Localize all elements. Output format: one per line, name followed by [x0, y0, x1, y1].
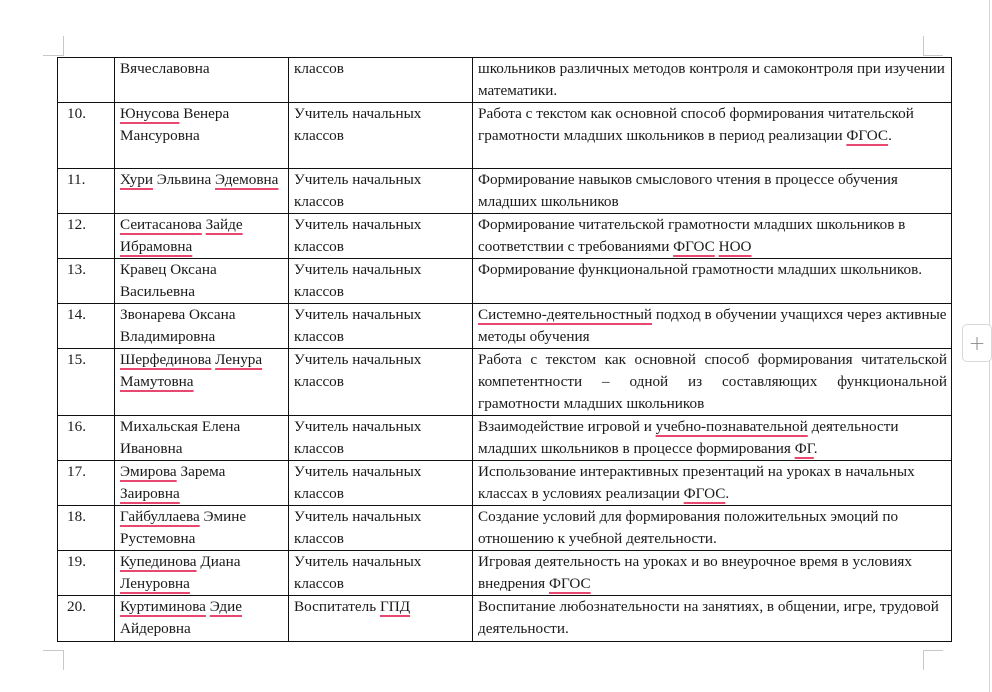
- cell-text: Воспитатель: [294, 598, 380, 615]
- cell-text: .: [813, 440, 818, 457]
- spellcheck-flagged-word: Юнусова: [120, 105, 180, 122]
- spellcheck-flagged-word: ФГОС: [683, 485, 726, 502]
- cell-text: Использование интерактивных презентаций на уроках в начальных классах в условиях реализации: [478, 463, 915, 502]
- cell-position[interactable]: [289, 259, 473, 304]
- cell-position[interactable]: [289, 461, 473, 506]
- spellcheck-flagged-word: Хури: [120, 171, 153, 188]
- cell-position[interactable]: [289, 551, 473, 596]
- cell-number[interactable]: [58, 58, 115, 103]
- cell-text: Игровая деятельность на уроках и во внеурочное время в условиях внедрения: [478, 553, 912, 592]
- cell-topic[interactable]: [473, 58, 952, 103]
- spellcheck-flagged-word: ФГОС: [846, 127, 889, 144]
- cell-teacher-name[interactable]: [115, 58, 289, 103]
- cell-text: Диана: [196, 553, 241, 570]
- spellcheck-flagged-word: Зайде: [205, 216, 243, 233]
- cell-teacher-name[interactable]: [115, 506, 289, 551]
- table-row: [58, 169, 952, 214]
- cell-text: Формирование функциональной грамотности младших школьников.: [478, 261, 923, 278]
- cell-topic[interactable]: [473, 461, 952, 506]
- teachers-table: [57, 57, 952, 642]
- spellcheck-flagged-word: Купединова: [120, 553, 197, 570]
- cell-topic[interactable]: [473, 304, 952, 349]
- cell-topic[interactable]: [473, 596, 952, 642]
- cell-text: Учитель начальных классов: [294, 351, 422, 390]
- cell-topic[interactable]: [473, 214, 952, 259]
- cell-position[interactable]: [289, 103, 473, 169]
- cell-text: Учитель начальных классов: [294, 306, 422, 345]
- cell-text: Венера Мансуровна: [120, 105, 230, 144]
- spellcheck-flagged-word: Ибрамовна: [120, 238, 193, 255]
- cell-topic[interactable]: [473, 103, 952, 169]
- cell-text: школьников различных методов контроля и самоконтроля при изучении математики.: [478, 60, 945, 99]
- cell-text: Вячеславовна: [120, 60, 210, 77]
- cell-text: Работа с текстом как основной способ формирования читательской компетентности – одной из составляющих функциональной грамотности младших школьников: [478, 351, 947, 412]
- spellcheck-flagged-word: Эдие: [209, 598, 242, 615]
- spellcheck-flagged-word: Сеитасанова: [120, 216, 202, 233]
- cell-text: классов: [294, 60, 344, 77]
- cell-topic[interactable]: [473, 416, 952, 461]
- cell-teacher-name[interactable]: [115, 551, 289, 596]
- cell-position[interactable]: [289, 416, 473, 461]
- cell-position[interactable]: [289, 58, 473, 103]
- cell-teacher-name[interactable]: [115, 259, 289, 304]
- spellcheck-flagged-word: ФГ: [794, 440, 814, 457]
- cell-topic[interactable]: [473, 349, 952, 416]
- cell-text: Формирование навыков смыслового чтения в процессе обучения младших школьников: [478, 171, 898, 210]
- cell-teacher-name[interactable]: [115, 416, 289, 461]
- cell-position[interactable]: [289, 214, 473, 259]
- cell-topic[interactable]: [473, 259, 952, 304]
- cell-text: Айдеровна: [120, 620, 191, 637]
- cell-text: Звонарева Оксана Владимировна: [120, 306, 236, 345]
- spellcheck-flagged-word: Ленура: [215, 351, 263, 368]
- table-row: [58, 551, 952, 596]
- cell-teacher-name[interactable]: [115, 461, 289, 506]
- spellcheck-flagged-word: Эмирова: [120, 463, 177, 480]
- cell-number[interactable]: 19.: [58, 551, 115, 596]
- cell-number[interactable]: 17.: [58, 461, 115, 506]
- cell-teacher-name[interactable]: [115, 304, 289, 349]
- cell-teacher-name[interactable]: [115, 596, 289, 642]
- table-row: [58, 103, 952, 169]
- table-row: [58, 506, 952, 551]
- cell-text: деятельности младших школьников в процессе формирования: [478, 418, 899, 457]
- cell-text: Зарема: [176, 463, 226, 480]
- cell-text: .: [888, 127, 892, 144]
- spellcheck-flagged-word: Системно-деятельностный: [478, 306, 653, 323]
- cell-text: Учитель начальных классов: [294, 261, 422, 300]
- cell-position[interactable]: [289, 304, 473, 349]
- table-row: [58, 461, 952, 506]
- cell-text: Создание условий для формирования положительных эмоций по отношению к учебной деятельности.: [478, 508, 899, 547]
- spellcheck-flagged-word: Эдемовна: [215, 171, 279, 188]
- cell-teacher-name[interactable]: [115, 214, 289, 259]
- cell-teacher-name[interactable]: [115, 169, 289, 214]
- spellcheck-flagged-word: ГПД: [379, 598, 411, 615]
- cell-number[interactable]: 20.: [58, 596, 115, 642]
- cell-number[interactable]: 11.: [58, 169, 115, 214]
- spellcheck-flagged-word: НОО: [718, 238, 752, 255]
- table-row: [58, 596, 952, 642]
- spellcheck-flagged-word: Куртиминова: [120, 598, 206, 615]
- cell-number[interactable]: 18.: [58, 506, 115, 551]
- cell-text: Воспитание любознательности на занятиях, в общении, игре, трудовой деятельности.: [478, 598, 939, 637]
- cell-text: Учитель начальных классов: [294, 463, 422, 502]
- spellcheck-flagged-word: ФГОС: [548, 575, 591, 592]
- cell-text: Учитель начальных классов: [294, 105, 422, 144]
- cell-teacher-name[interactable]: [115, 103, 289, 169]
- spellcheck-flagged-word: учебно-познавательной: [655, 418, 808, 435]
- cell-number[interactable]: 10.: [58, 103, 115, 169]
- spellcheck-flagged-word: ФГОС: [673, 238, 715, 255]
- table-row: [58, 214, 952, 259]
- cell-number[interactable]: 14.: [58, 304, 115, 349]
- cell-text: Учитель начальных классов: [294, 553, 422, 592]
- table-row: [58, 304, 952, 349]
- cell-number[interactable]: 13.: [58, 259, 115, 304]
- cell-text: Михальская Елена Ивановна: [120, 418, 241, 457]
- cell-text: Формирование читательской грамотности младших школьников в соответствии с требованиями: [478, 216, 906, 255]
- spellcheck-flagged-word: Гайбуллаева: [120, 508, 200, 525]
- spellcheck-flagged-word: Мамутовна: [120, 373, 194, 390]
- cell-topic[interactable]: [473, 169, 952, 214]
- table-row: [58, 349, 952, 416]
- cell-number[interactable]: 15.: [58, 349, 115, 416]
- cell-position[interactable]: [289, 349, 473, 416]
- cell-text: Работа с текстом как основной способ формирования читательской грамотности младших школьников в период реализации: [478, 105, 914, 144]
- table-row: [58, 259, 952, 304]
- cell-text: Учитель начальных классов: [294, 508, 422, 547]
- cell-position[interactable]: [289, 506, 473, 551]
- spellcheck-flagged-word: Ленуровна: [120, 575, 190, 592]
- plus-icon: +: [968, 331, 986, 355]
- cell-number[interactable]: 12.: [58, 214, 115, 259]
- cell-position[interactable]: [289, 169, 473, 214]
- cell-topic[interactable]: [473, 551, 952, 596]
- cell-topic[interactable]: [473, 506, 952, 551]
- cell-text: Кравец Оксана Васильевна: [120, 261, 217, 300]
- spellcheck-flagged-word: Заировна: [120, 485, 180, 502]
- cell-text: Эльвина: [152, 171, 216, 188]
- cell-text: Эмине Рустемовна: [120, 508, 247, 547]
- cell-text: Учитель начальных классов: [294, 171, 422, 210]
- cell-teacher-name[interactable]: [115, 349, 289, 416]
- cell-text: Учитель начальных классов: [294, 216, 422, 255]
- cell-text: .: [725, 485, 730, 502]
- cell-text: подход в обучении учащихся через активные методы обучения: [478, 306, 947, 345]
- table-row: [58, 58, 952, 103]
- cell-number[interactable]: 16.: [58, 416, 115, 461]
- table-row: [58, 416, 952, 461]
- cell-text: Взаимодействие игровой и: [478, 418, 656, 435]
- cell-position[interactable]: [289, 596, 473, 642]
- spellcheck-flagged-word: Шерфединова: [120, 351, 212, 368]
- add-content-button[interactable]: [962, 324, 992, 362]
- cell-text: Учитель начальных классов: [294, 418, 422, 457]
